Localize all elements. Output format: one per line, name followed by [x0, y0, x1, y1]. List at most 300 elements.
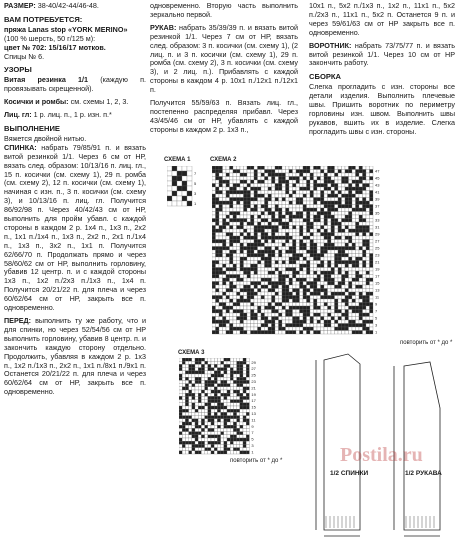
chart-cell	[356, 306, 360, 310]
chart-cell	[370, 212, 374, 216]
chart-cell	[219, 303, 223, 307]
chart-cell	[214, 403, 217, 406]
chart-cell	[310, 317, 314, 321]
chart-cell	[237, 212, 241, 216]
chart-cell	[317, 229, 321, 233]
chart-cell	[251, 233, 255, 237]
chart-cell	[185, 393, 188, 396]
chart-cell	[328, 208, 332, 212]
chart-cell	[198, 412, 201, 415]
chart-cell	[328, 313, 332, 317]
chart-cell	[230, 219, 234, 223]
chart-cell	[254, 187, 258, 191]
chart-cell	[335, 205, 339, 209]
chart-cell	[345, 184, 349, 188]
chart-cell	[363, 194, 367, 198]
chart-cell	[324, 205, 328, 209]
chart-cell	[219, 240, 223, 244]
chart-cell	[230, 215, 234, 219]
chart-cell	[272, 264, 276, 268]
chart-cell	[275, 327, 279, 331]
chart-cell	[363, 261, 367, 265]
chart-cell	[314, 285, 318, 289]
chart-cell	[212, 327, 216, 331]
chart-cell	[227, 444, 230, 447]
chart-cell	[370, 254, 374, 258]
chart-cell	[296, 257, 300, 261]
chart-cell	[189, 384, 192, 387]
chart-cell	[224, 412, 227, 415]
chart-cell	[233, 268, 237, 272]
chart-cell	[317, 205, 321, 209]
chart-cell	[192, 374, 195, 377]
chart-cell	[226, 313, 230, 317]
chart-cell	[328, 173, 332, 177]
chart-cell	[217, 432, 220, 435]
chart-cell	[224, 419, 227, 422]
chart-cell	[205, 403, 208, 406]
chart-cell	[261, 184, 265, 188]
chart-cell	[314, 170, 318, 174]
chart-cell	[272, 226, 276, 230]
chart-cell	[289, 170, 293, 174]
chart-cell	[216, 313, 220, 317]
chart-cell	[230, 264, 234, 268]
chart-cell	[251, 250, 255, 254]
chart-row-number: 29	[375, 231, 380, 237]
chart-cell	[356, 194, 360, 198]
chart-cell	[314, 243, 318, 247]
chart-cell	[211, 422, 214, 425]
chart-cell	[352, 243, 356, 247]
chart-cell	[352, 180, 356, 184]
chart-cell	[296, 187, 300, 191]
chart-cell	[268, 229, 272, 233]
chart-cell	[217, 377, 220, 380]
chart-cell	[261, 275, 265, 279]
chart-cell	[177, 201, 182, 206]
chart-cell	[279, 166, 283, 170]
chart-cell	[359, 170, 363, 174]
chart-cell	[182, 176, 187, 181]
chart-cell	[296, 212, 300, 216]
chart-cell	[258, 324, 262, 328]
chart-cell	[246, 419, 249, 422]
chart-cell	[317, 327, 321, 331]
chart-cell	[317, 191, 321, 195]
chart-cell	[328, 310, 332, 314]
chart-cell	[214, 387, 217, 390]
chart-cell	[321, 310, 325, 314]
chart-cell	[345, 303, 349, 307]
chart-cell	[254, 310, 258, 314]
chart-cell	[335, 250, 339, 254]
chart-cell	[370, 296, 374, 300]
chart-cell	[275, 331, 279, 335]
chart-cell	[293, 177, 297, 181]
chart-cell	[359, 187, 363, 191]
chart-cell	[275, 310, 279, 314]
chart-cell	[286, 205, 290, 209]
chart-cell	[230, 364, 233, 367]
chart-cell	[258, 229, 262, 233]
chart-cell	[293, 208, 297, 212]
chart-cell	[366, 324, 370, 328]
chart-cell	[338, 296, 342, 300]
chart-cell	[182, 166, 187, 171]
chart-cell	[243, 380, 246, 383]
chart-cell	[265, 331, 269, 335]
chart-cell	[282, 233, 286, 237]
chart-cell	[216, 306, 220, 310]
chart-cell	[307, 257, 311, 261]
chart-cell	[300, 170, 304, 174]
chart-cell	[352, 173, 356, 177]
chart-cell	[324, 257, 328, 261]
chart-cell	[240, 296, 244, 300]
chart-cell	[317, 247, 321, 251]
chart-cell	[345, 219, 349, 223]
chart-cell	[338, 208, 342, 212]
chart-cell	[289, 173, 293, 177]
chart-cell	[226, 317, 230, 321]
chart-cell	[370, 180, 374, 184]
chart-cell	[211, 387, 214, 390]
chart-cell	[205, 435, 208, 438]
chart-cell	[247, 219, 251, 223]
chart-cell	[240, 177, 244, 181]
chart-cell	[246, 435, 249, 438]
chart-cell	[233, 451, 236, 454]
chart-cell	[345, 271, 349, 275]
chart-cell	[317, 215, 321, 219]
chart-cell	[282, 313, 286, 317]
chart-cell	[216, 257, 220, 261]
chart-cell	[349, 201, 353, 205]
chart-cell	[300, 215, 304, 219]
chart-cell	[328, 296, 332, 300]
chart-cell	[289, 240, 293, 244]
chart-cell	[243, 419, 246, 422]
chart-cell	[212, 254, 216, 258]
chart-cell	[314, 327, 318, 331]
chart-cell	[345, 292, 349, 296]
chart-cell	[289, 219, 293, 223]
chart-cell	[356, 177, 360, 181]
chart-cell	[300, 184, 304, 188]
chart-cell	[272, 261, 276, 265]
chart-cell	[265, 264, 269, 268]
chart-cell	[303, 222, 307, 226]
chart-cell	[338, 264, 342, 268]
chart-cell	[185, 432, 188, 435]
chart-cell	[167, 181, 172, 186]
chart-cell	[272, 229, 276, 233]
chart-cell	[208, 432, 211, 435]
chart-cell	[251, 282, 255, 286]
chart-cell	[233, 299, 237, 303]
chart-cell	[251, 170, 255, 174]
chart-cell	[296, 303, 300, 307]
chart-cell	[216, 278, 220, 282]
chart-cell	[370, 275, 374, 279]
chart-cell	[370, 177, 374, 181]
chart-cell	[275, 268, 279, 272]
chart-cell	[254, 254, 258, 258]
chart-cell	[335, 271, 339, 275]
chart-cell	[265, 226, 269, 230]
chart-cell	[289, 317, 293, 321]
chart-cell	[201, 384, 204, 387]
chart-cell	[217, 380, 220, 383]
chart-cell	[359, 240, 363, 244]
chart-cell	[265, 261, 269, 265]
chart-cell	[214, 448, 217, 451]
chart-cell	[328, 250, 332, 254]
chart-cell	[328, 278, 332, 282]
chart-cell	[352, 222, 356, 226]
chart-cell	[217, 444, 220, 447]
chart-cell	[286, 222, 290, 226]
chart-cell	[240, 428, 243, 431]
chart-cell	[212, 271, 216, 275]
chart-cell	[212, 191, 216, 195]
scheme2-repeat-caption: повторить от * до *	[400, 340, 453, 346]
chart-cell	[293, 254, 297, 258]
chart-cell	[258, 170, 262, 174]
chart-cell	[205, 438, 208, 441]
chart-cell	[237, 226, 241, 230]
chart-cell	[233, 222, 237, 226]
chart-cell	[233, 285, 237, 289]
chart-cell	[282, 254, 286, 258]
chart-cell	[261, 257, 265, 261]
chart-row-number: 25	[375, 245, 380, 251]
chart-cell	[324, 219, 328, 223]
chart-cell	[219, 264, 223, 268]
chart-cell	[286, 198, 290, 202]
chart-cell	[296, 313, 300, 317]
chart-cell	[216, 229, 220, 233]
chart-row-number: 43	[375, 182, 380, 188]
chart-cell	[331, 173, 335, 177]
chart-cell	[198, 451, 201, 454]
chart-cell	[321, 306, 325, 310]
chart-cell	[331, 240, 335, 244]
chart-cell	[268, 264, 272, 268]
chart-cell	[307, 331, 311, 335]
chart-cell	[226, 194, 230, 198]
chart-cell	[335, 282, 339, 286]
chart-cell	[216, 264, 220, 268]
chart-cell	[342, 219, 346, 223]
chart-cell	[233, 393, 236, 396]
chart-cell	[370, 240, 374, 244]
chart-cell	[227, 390, 230, 393]
chart-cell	[328, 201, 332, 205]
chart-cell	[216, 268, 220, 272]
chart-cell	[307, 317, 311, 321]
chart-cell	[310, 310, 314, 314]
chart-cell	[268, 243, 272, 247]
chart-cell	[230, 187, 234, 191]
chart-cell	[289, 205, 293, 209]
chart-cell	[185, 390, 188, 393]
chart-cell	[265, 205, 269, 209]
chart-cell	[352, 257, 356, 261]
chart-cell	[243, 368, 246, 371]
chart-cell	[182, 384, 185, 387]
chart-cell	[359, 184, 363, 188]
chart-cell	[251, 222, 255, 226]
chart-cell	[237, 268, 241, 272]
chart-cell	[227, 425, 230, 428]
chart-cell	[240, 400, 243, 403]
chart-cell	[221, 361, 224, 364]
chart-cell	[201, 377, 204, 380]
chart-cell	[254, 275, 258, 279]
chart-cell	[370, 194, 374, 198]
chart-cell	[307, 264, 311, 268]
chart-cell	[324, 226, 328, 230]
chart-cell	[224, 448, 227, 451]
chart-cell	[338, 310, 342, 314]
chart-cell	[359, 299, 363, 303]
chart-cell	[317, 240, 321, 244]
chart-cell	[370, 243, 374, 247]
chart-cell	[243, 416, 246, 419]
chart-cell	[335, 278, 339, 282]
chart-cell	[366, 275, 370, 279]
chart-cell	[275, 250, 279, 254]
chart-row-number: 3	[375, 322, 378, 328]
chart-cell	[331, 327, 335, 331]
chart-cell	[233, 219, 237, 223]
chart-cell	[230, 173, 234, 177]
chart-cell	[230, 313, 234, 317]
chart-cell	[223, 198, 227, 202]
chart-cell	[214, 451, 217, 454]
chart-cell	[216, 271, 220, 275]
chart-cell	[314, 226, 318, 230]
chart-cell	[275, 240, 279, 244]
chart-cell	[244, 292, 248, 296]
chart-cell	[243, 377, 246, 380]
chart-cell	[359, 180, 363, 184]
chart-cell	[216, 250, 220, 254]
chart-cell	[226, 296, 230, 300]
chart-cell	[244, 327, 248, 331]
chart-cell	[227, 400, 230, 403]
chart-cell	[216, 187, 220, 191]
chart-cell	[338, 292, 342, 296]
chart-cell	[221, 390, 224, 393]
chart-cell	[272, 184, 276, 188]
chart-cell	[356, 292, 360, 296]
chart-cell	[359, 208, 363, 212]
chart-cell	[182, 361, 185, 364]
chart-cell	[314, 299, 318, 303]
chart-cell	[268, 177, 272, 181]
chart-cell	[219, 327, 223, 331]
chart-cell	[233, 409, 236, 412]
chart-cell	[324, 331, 328, 335]
chart-cell	[324, 208, 328, 212]
chart-cell	[230, 324, 234, 328]
chart-cell	[212, 331, 216, 335]
chart-cell	[261, 324, 265, 328]
chart-cell	[275, 306, 279, 310]
chart-cell	[251, 191, 255, 195]
chart-cell	[216, 296, 220, 300]
chart-cell	[296, 271, 300, 275]
chart-cell	[240, 264, 244, 268]
back-label: СПИНКА:	[4, 142, 37, 152]
chart-cell	[289, 268, 293, 272]
chart-cell	[286, 208, 290, 212]
chart-cell	[328, 264, 332, 268]
chart-cell	[230, 177, 234, 181]
chart-cell	[342, 254, 346, 258]
chart-cell	[314, 303, 318, 307]
chart-cell	[216, 198, 220, 202]
chart-cell	[240, 444, 243, 447]
chart-cell	[254, 320, 258, 324]
chart-cell	[293, 320, 297, 324]
chart-cell	[296, 166, 300, 170]
chart-cell	[289, 166, 293, 170]
chart-cell	[214, 384, 217, 387]
chart-cell	[293, 247, 297, 251]
chart-cell	[317, 170, 321, 174]
chart-cell	[286, 278, 290, 282]
chart-cell	[246, 390, 249, 393]
chart-cell	[275, 180, 279, 184]
chart-cell	[293, 327, 297, 331]
chart-cell	[359, 275, 363, 279]
chart-cell	[261, 271, 265, 275]
chart-cell	[201, 412, 204, 415]
chart-cell	[370, 229, 374, 233]
chart-cell	[307, 285, 311, 289]
chart-cell	[352, 191, 356, 195]
chart-cell	[219, 271, 223, 275]
chart-cell	[226, 250, 230, 254]
chart-cell	[208, 390, 211, 393]
chart-cell	[338, 229, 342, 233]
chart-cell	[240, 409, 243, 412]
chart-cell	[349, 219, 353, 223]
chart-cell	[221, 412, 224, 415]
chart-cell	[307, 306, 311, 310]
chart-cell	[240, 187, 244, 191]
chart-cell	[279, 205, 283, 209]
chart-cell	[328, 254, 332, 258]
chart-cell	[328, 303, 332, 307]
chart-cell	[219, 299, 223, 303]
chart-cell	[268, 324, 272, 328]
chart-cell	[345, 278, 349, 282]
color-line: цвет № 702: 15/16/17 мотков.	[4, 42, 106, 52]
chart-cell	[370, 292, 374, 296]
chart-cell	[296, 292, 300, 296]
chart-cell	[275, 226, 279, 230]
chart-cell	[303, 275, 307, 279]
chart-cell	[303, 215, 307, 219]
chart-cell	[321, 233, 325, 237]
chart-cell	[212, 240, 216, 244]
chart-cell	[303, 201, 307, 205]
